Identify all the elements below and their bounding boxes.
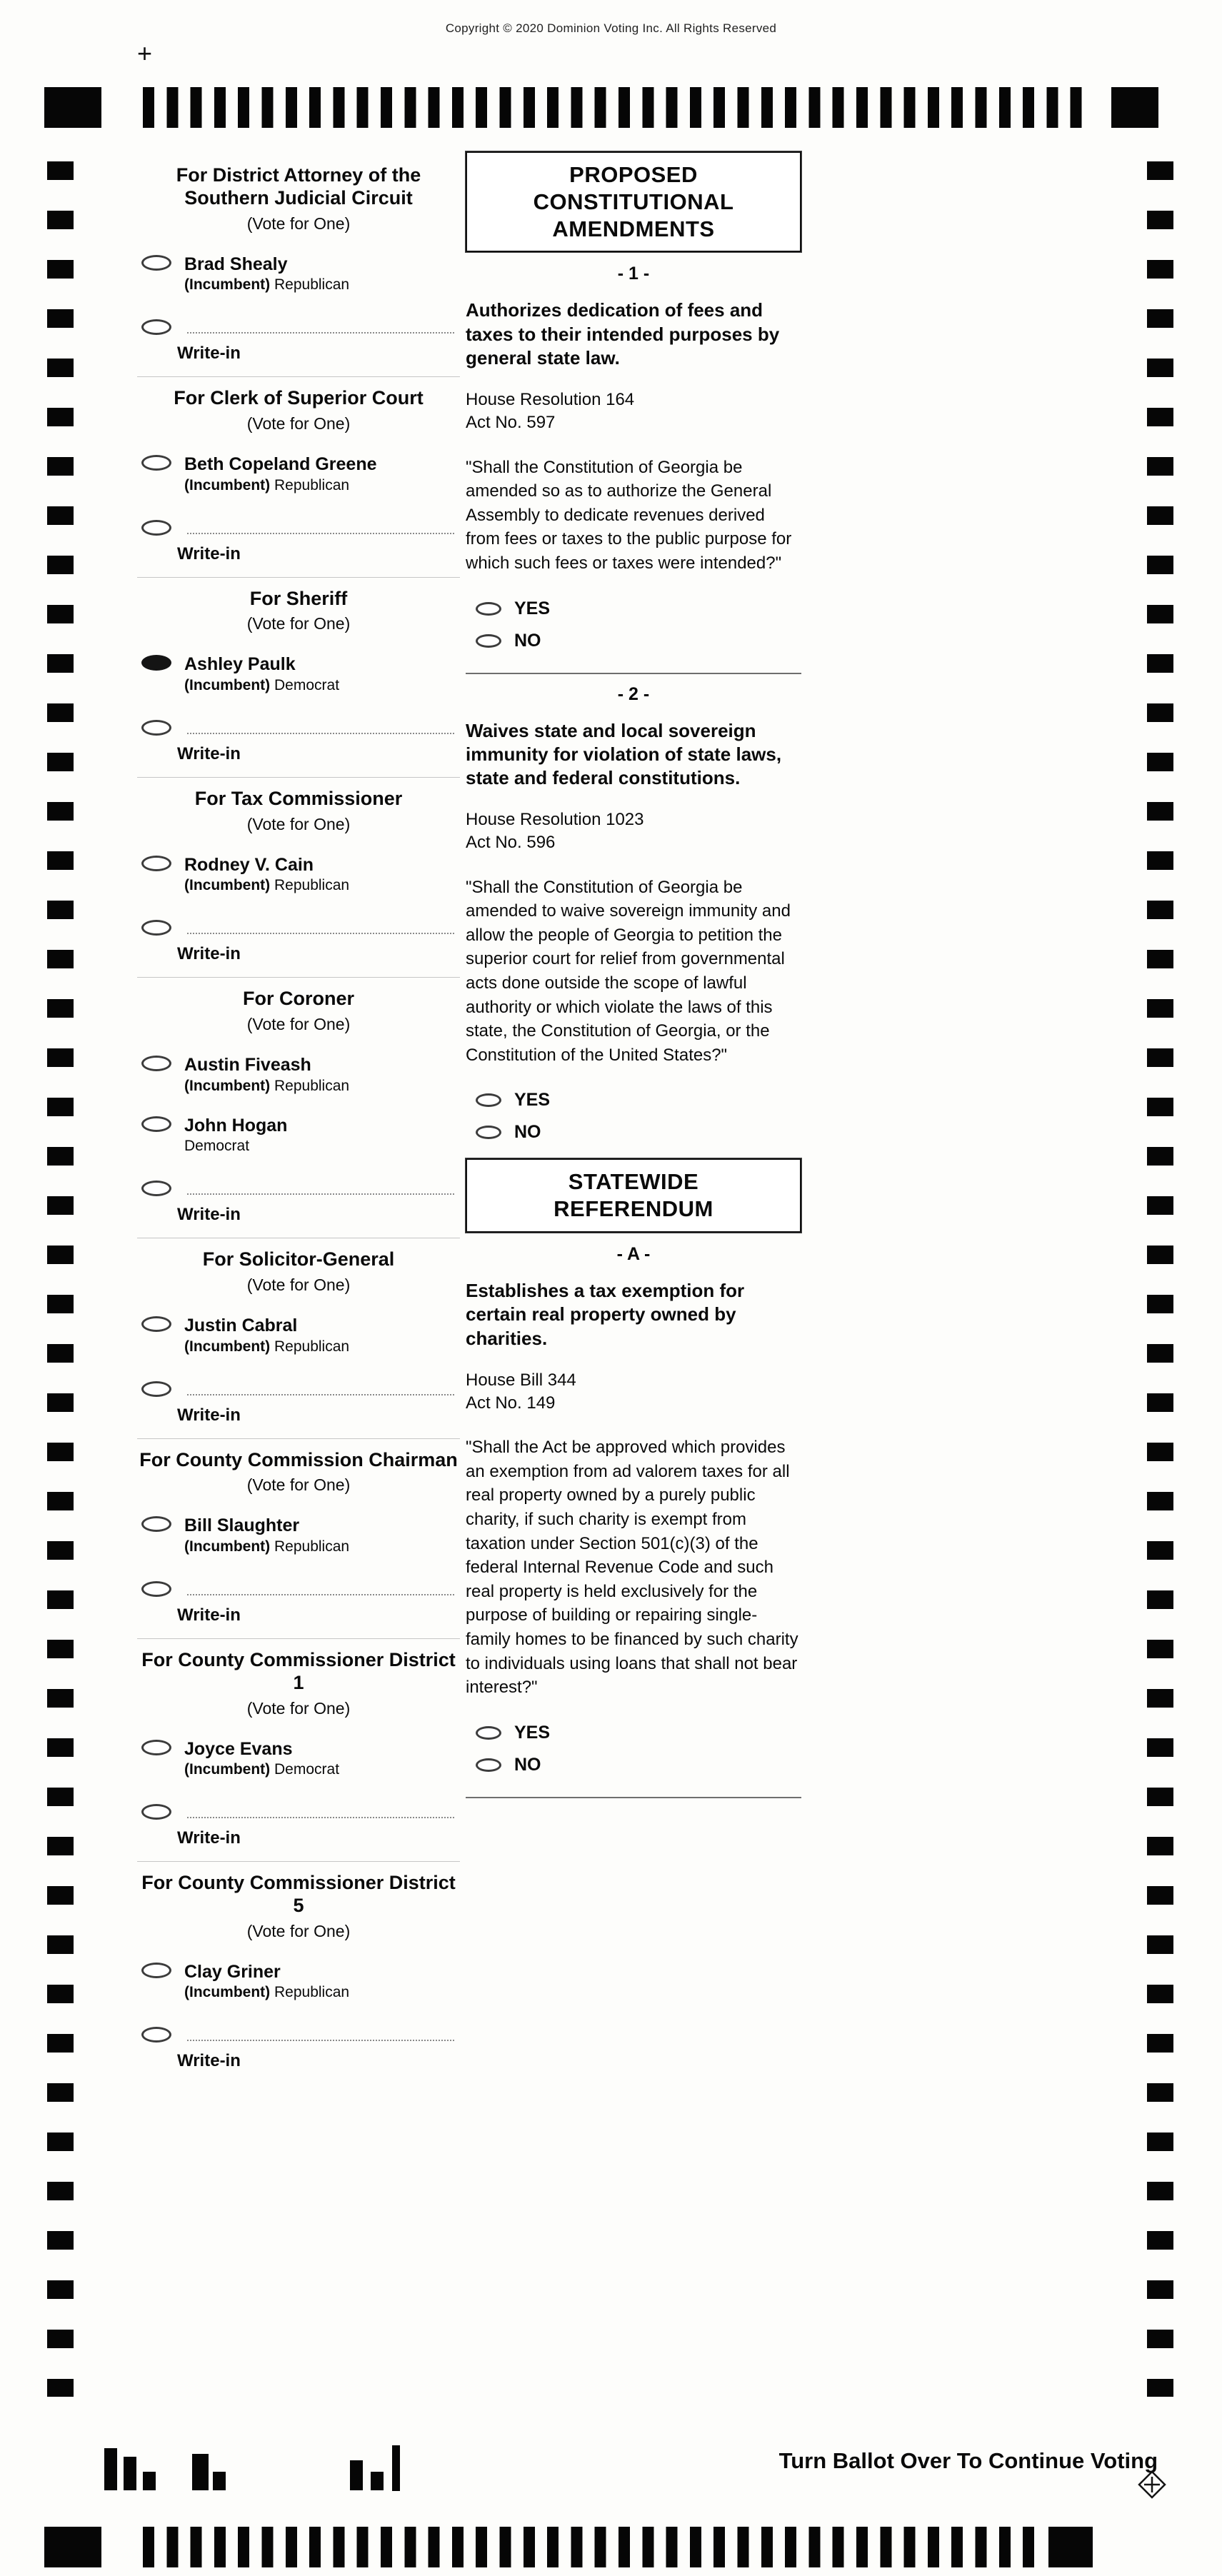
measure-question: "Shall the Constitution of Georgia be amended to waive sovereign immunity and allow the people of Georgia to petition the superior court for relief from governmental acts done outside the scope of lawful authority or which violate the laws of this state, the Constitution of Georgia, or the Constitution of the United States?" <box>466 877 791 1065</box>
race-district-attorney <box>137 164 460 377</box>
write-in-option <box>137 920 460 936</box>
measures-column <box>466 151 801 1801</box>
candidate-detail <box>184 1078 349 1095</box>
candidate-text <box>184 455 377 494</box>
write-in-oval[interactable] <box>141 319 171 335</box>
candidate-row <box>137 655 460 694</box>
race-title: For Clerk of Superior Court <box>174 387 424 409</box>
candidate-qualifier: (Incumbent) <box>184 1338 271 1355</box>
choice-oval[interactable] <box>141 856 171 871</box>
choice-oval[interactable] <box>141 1740 171 1755</box>
yes-oval[interactable] <box>476 1093 501 1107</box>
candidate-qualifier: (Incumbent) <box>184 877 271 894</box>
race-county-commission-chairman <box>137 1449 460 1639</box>
measure-citations <box>466 389 801 433</box>
candidate-detail <box>184 276 349 294</box>
write-in-line[interactable] <box>187 1182 454 1195</box>
race-title: For County Commissioner District 1 <box>141 1648 456 1693</box>
box-title-line: REFERENDUM <box>554 1196 713 1222</box>
race-instruction: (Vote for One) <box>246 1276 351 1295</box>
choice-oval[interactable] <box>141 1316 171 1332</box>
race-tax-commissioner <box>137 788 460 978</box>
footer-code-bar <box>392 2445 400 2491</box>
candidate-text <box>184 1516 349 1555</box>
race-county-commissioner-district-1 <box>137 1649 460 1862</box>
box-title-line: STATEWIDE <box>568 1169 699 1195</box>
write-in-line[interactable] <box>187 2028 454 2041</box>
candidate-row <box>137 1056 460 1095</box>
citation-line: Act No. 596 <box>466 833 556 853</box>
candidate-text <box>184 1316 349 1355</box>
no-label: NO <box>514 630 541 651</box>
footer-code-bar <box>143 2472 156 2490</box>
timing-block-bottom-right <box>1048 2527 1093 2567</box>
candidate-party: Republican <box>274 877 350 894</box>
candidate-detail <box>184 1338 349 1355</box>
race-title: For County Commission Chairman <box>139 1448 458 1470</box>
candidate-row <box>137 1316 460 1355</box>
no-oval[interactable] <box>476 634 501 648</box>
yes-label: YES <box>514 1722 551 1743</box>
write-in-oval[interactable] <box>141 2027 171 2043</box>
candidate-party: Republican <box>274 276 350 294</box>
measure-amendment-1 <box>466 264 801 673</box>
race-instruction: (Vote for One) <box>246 1475 351 1495</box>
timing-marks-bottom <box>143 2527 1040 2567</box>
option-no-row <box>466 1122 801 1143</box>
candidate-name: Austin Fiveash <box>184 1055 311 1076</box>
measure-citations <box>466 808 801 853</box>
candidate-party: Republican <box>274 1077 350 1094</box>
candidate-name: Ashley Paulk <box>184 654 296 675</box>
candidate-party: Republican <box>274 476 350 493</box>
write-in-option <box>137 319 460 335</box>
option-yes-row <box>466 1723 801 1743</box>
write-in-line[interactable] <box>187 321 454 334</box>
footer-code-bar <box>124 2457 136 2490</box>
candidate-name: Beth Copeland Greene <box>184 454 377 475</box>
no-oval[interactable] <box>476 1126 501 1139</box>
race-title: For Sheriff <box>249 587 348 609</box>
write-in-option <box>137 1581 460 1597</box>
option-no-row <box>466 1755 801 1775</box>
write-in-option <box>137 1381 460 1397</box>
candidate-detail <box>184 477 377 494</box>
write-in-label: Write-in <box>177 743 241 763</box>
candidate-name: Joyce Evans <box>184 1738 293 1759</box>
race-instruction: (Vote for One) <box>246 214 351 233</box>
race-title: For Solicitor-General <box>202 1248 395 1271</box>
candidate-party: Republican <box>274 1984 350 2001</box>
measure-question: "Shall the Constitution of Georgia be amended so as to authorize the General Assembly to dedicate revenues derived from fees or taxes to the public purpose for which such fees or taxes were intended?" <box>466 457 792 573</box>
write-in-label: Write-in <box>177 344 241 364</box>
write-in-label: Write-in <box>177 543 241 563</box>
measure-citations <box>466 1369 801 1414</box>
option-no-row <box>466 631 801 651</box>
race-instruction: (Vote for One) <box>246 614 351 633</box>
timing-marks-top <box>143 87 1094 128</box>
candidate-name: Clay Griner <box>184 1961 281 1982</box>
write-in-option <box>137 1181 460 1196</box>
race-instruction: (Vote for One) <box>246 1015 351 1034</box>
candidate-party: Republican <box>274 1338 350 1355</box>
timing-block-bottom-left <box>44 2527 101 2567</box>
race-county-commissioner-district-5 <box>137 1872 460 2084</box>
citation-line: House Bill 344 <box>466 1370 576 1390</box>
candidate-text <box>184 1116 287 1156</box>
write-in-line[interactable] <box>187 1805 454 1818</box>
candidate-detail <box>184 677 339 694</box>
no-label: NO <box>514 1754 541 1775</box>
measure-separator <box>466 673 801 674</box>
footer-code-bar <box>350 2460 363 2490</box>
yes-oval[interactable] <box>476 602 501 616</box>
option-yes-row <box>466 1090 801 1111</box>
candidate-row <box>137 1116 460 1156</box>
citation-line: House Resolution 1023 <box>466 810 644 830</box>
candidate-text <box>184 255 349 294</box>
candidate-qualifier: (Incumbent) <box>184 1077 271 1094</box>
candidate-qualifier: (Incumbent) <box>184 276 271 294</box>
candidate-qualifier: (Incumbent) <box>184 1984 271 2001</box>
race-instruction: (Vote for One) <box>246 414 351 433</box>
write-in-line[interactable] <box>187 521 454 534</box>
choice-oval[interactable] <box>141 1516 171 1532</box>
candidate-row <box>137 455 460 494</box>
footer-code-bar <box>213 2472 226 2490</box>
measure-summary: Authorizes dedication of fees and taxes to their intended purposes by general state law. <box>466 299 780 369</box>
write-in-label: Write-in <box>177 1828 241 1848</box>
write-in-oval[interactable] <box>141 1804 171 1820</box>
race-clerk-superior-court <box>137 387 460 577</box>
candidate-name: Justin Cabral <box>184 1315 298 1336</box>
measure-number: - A - <box>616 1244 651 1265</box>
measure-number: - 2 - <box>617 683 650 704</box>
candidate-row <box>137 1516 460 1555</box>
write-in-label: Write-in <box>177 1605 241 1625</box>
candidate-party: Democrat <box>274 676 340 693</box>
write-in-label: Write-in <box>177 944 241 964</box>
copyright-text: Copyright © 2020 Dominion Voting Inc. All Rights Reserved <box>445 21 777 35</box>
races-column <box>137 159 460 2094</box>
footer-code-bar <box>192 2454 209 2490</box>
footer-code-bar <box>104 2448 117 2490</box>
candidate-text <box>184 1056 349 1095</box>
choice-oval[interactable] <box>141 1963 171 1978</box>
measure-amendment-2 <box>466 684 801 1143</box>
candidate-detail <box>184 1138 287 1155</box>
section-title-statewide-referendum <box>466 1158 801 1233</box>
candidate-name: John Hogan <box>184 1115 288 1136</box>
write-in-oval[interactable] <box>141 520 171 536</box>
candidate-detail <box>184 1984 349 2001</box>
box-title-line: AMENDMENTS <box>552 216 715 241</box>
race-coroner <box>137 988 460 1238</box>
citation-line: Act No. 597 <box>466 412 556 432</box>
candidate-qualifier: (Incumbent) <box>184 1761 271 1778</box>
timing-marks-left <box>47 161 74 2397</box>
candidate-row <box>137 856 460 895</box>
choice-oval[interactable] <box>141 1116 171 1132</box>
race-title: For County Commissioner District 5 <box>141 1872 456 1916</box>
candidate-text <box>184 1963 349 2002</box>
candidate-name: Rodney V. Cain <box>184 854 314 875</box>
candidate-name: Brad Shealy <box>184 254 288 274</box>
choice-oval[interactable] <box>141 455 171 471</box>
candidate-row <box>137 255 460 294</box>
candidate-text <box>184 856 349 895</box>
race-instruction: (Vote for One) <box>246 1921 351 1940</box>
race-solicitor-general <box>137 1248 460 1438</box>
candidate-text <box>184 655 339 694</box>
race-title: For Tax Commissioner <box>194 787 403 809</box>
candidate-party: Democrat <box>184 1138 250 1155</box>
race-title: For Coroner <box>242 988 354 1010</box>
write-in-oval[interactable] <box>141 1181 171 1196</box>
candidate-qualifier: (Incumbent) <box>184 476 271 493</box>
measure-referendum-a <box>466 1244 801 1798</box>
no-label: NO <box>514 1122 541 1143</box>
race-instruction: (Vote for One) <box>246 1698 351 1718</box>
write-in-option <box>137 520 460 536</box>
write-in-option <box>137 1804 460 1820</box>
candidate-qualifier: (Incumbent) <box>184 1538 271 1555</box>
measure-question: "Shall the Act be approved which provides an exemption from ad valorem taxes for all real property owned by a purely public charity, if such charity is exempt from taxation under Section 501(c)(3) of the federal Internal Revenue Code and such real property is held exclusively for the purpose of building or repairing single-family homes to be financed by such charity to individuals using loans that shall not bear interest?" <box>466 1438 798 1698</box>
write-in-line[interactable] <box>187 921 454 934</box>
write-in-line[interactable] <box>187 1383 454 1395</box>
choice-oval[interactable] <box>141 255 171 271</box>
candidate-detail <box>184 1761 339 1778</box>
write-in-oval[interactable] <box>141 1381 171 1397</box>
write-in-oval[interactable] <box>141 920 171 936</box>
race-title: For District Attorney of the Southern Judicial Circuit <box>176 164 421 209</box>
candidate-row <box>137 1963 460 2002</box>
candidate-party: Republican <box>274 1538 350 1555</box>
box-title-line: PROPOSED <box>569 162 698 187</box>
footer-code-bar <box>371 2472 384 2490</box>
box-title-line: CONSTITUTIONAL <box>533 189 734 214</box>
write-in-line[interactable] <box>187 721 454 734</box>
write-in-oval[interactable] <box>141 1581 171 1597</box>
timing-block-top-left <box>44 87 101 128</box>
write-in-label: Write-in <box>177 1405 241 1425</box>
candidate-detail <box>184 877 349 894</box>
choice-oval-filled[interactable] <box>141 655 171 671</box>
registration-target-icon <box>1137 2470 1167 2500</box>
citation-line: House Resolution 164 <box>466 390 635 410</box>
option-yes-row <box>466 598 801 619</box>
section-title-proposed-constitutional-amendments <box>466 151 801 252</box>
candidate-detail <box>184 1538 349 1555</box>
turn-ballot-over-notice: Turn Ballot Over To Continue Voting <box>778 2448 1158 2473</box>
write-in-label: Write-in <box>177 1205 241 1225</box>
candidate-qualifier: (Incumbent) <box>184 676 271 693</box>
write-in-option <box>137 720 460 736</box>
yes-oval[interactable] <box>476 1726 501 1740</box>
write-in-oval[interactable] <box>141 720 171 736</box>
measure-separator <box>466 1797 801 1798</box>
race-sheriff <box>137 588 460 778</box>
timing-marks-right <box>1147 161 1173 2397</box>
yes-label: YES <box>514 1090 551 1111</box>
candidate-party: Democrat <box>274 1761 340 1778</box>
yes-label: YES <box>514 598 551 618</box>
registration-plus-mark: + <box>137 39 153 68</box>
race-instruction: (Vote for One) <box>246 814 351 833</box>
choice-oval[interactable] <box>141 1056 171 1071</box>
measure-summary: Waives state and local sovereign immunity for violation of state laws, state and federal constitutions. <box>466 719 782 789</box>
write-in-option <box>137 2027 460 2043</box>
measure-summary: Establishes a tax exemption for certain real property owned by charities. <box>466 1280 745 1349</box>
no-oval[interactable] <box>476 1758 501 1772</box>
write-in-label: Write-in <box>177 2051 241 2071</box>
timing-block-top-right <box>1111 87 1158 128</box>
write-in-line[interactable] <box>187 1583 454 1595</box>
measure-number: - 1 - <box>617 264 650 284</box>
candidate-row <box>137 1740 460 1779</box>
candidate-text <box>184 1740 339 1779</box>
citation-line: Act No. 149 <box>466 1393 556 1413</box>
candidate-name: Bill Slaughter <box>184 1515 300 1536</box>
